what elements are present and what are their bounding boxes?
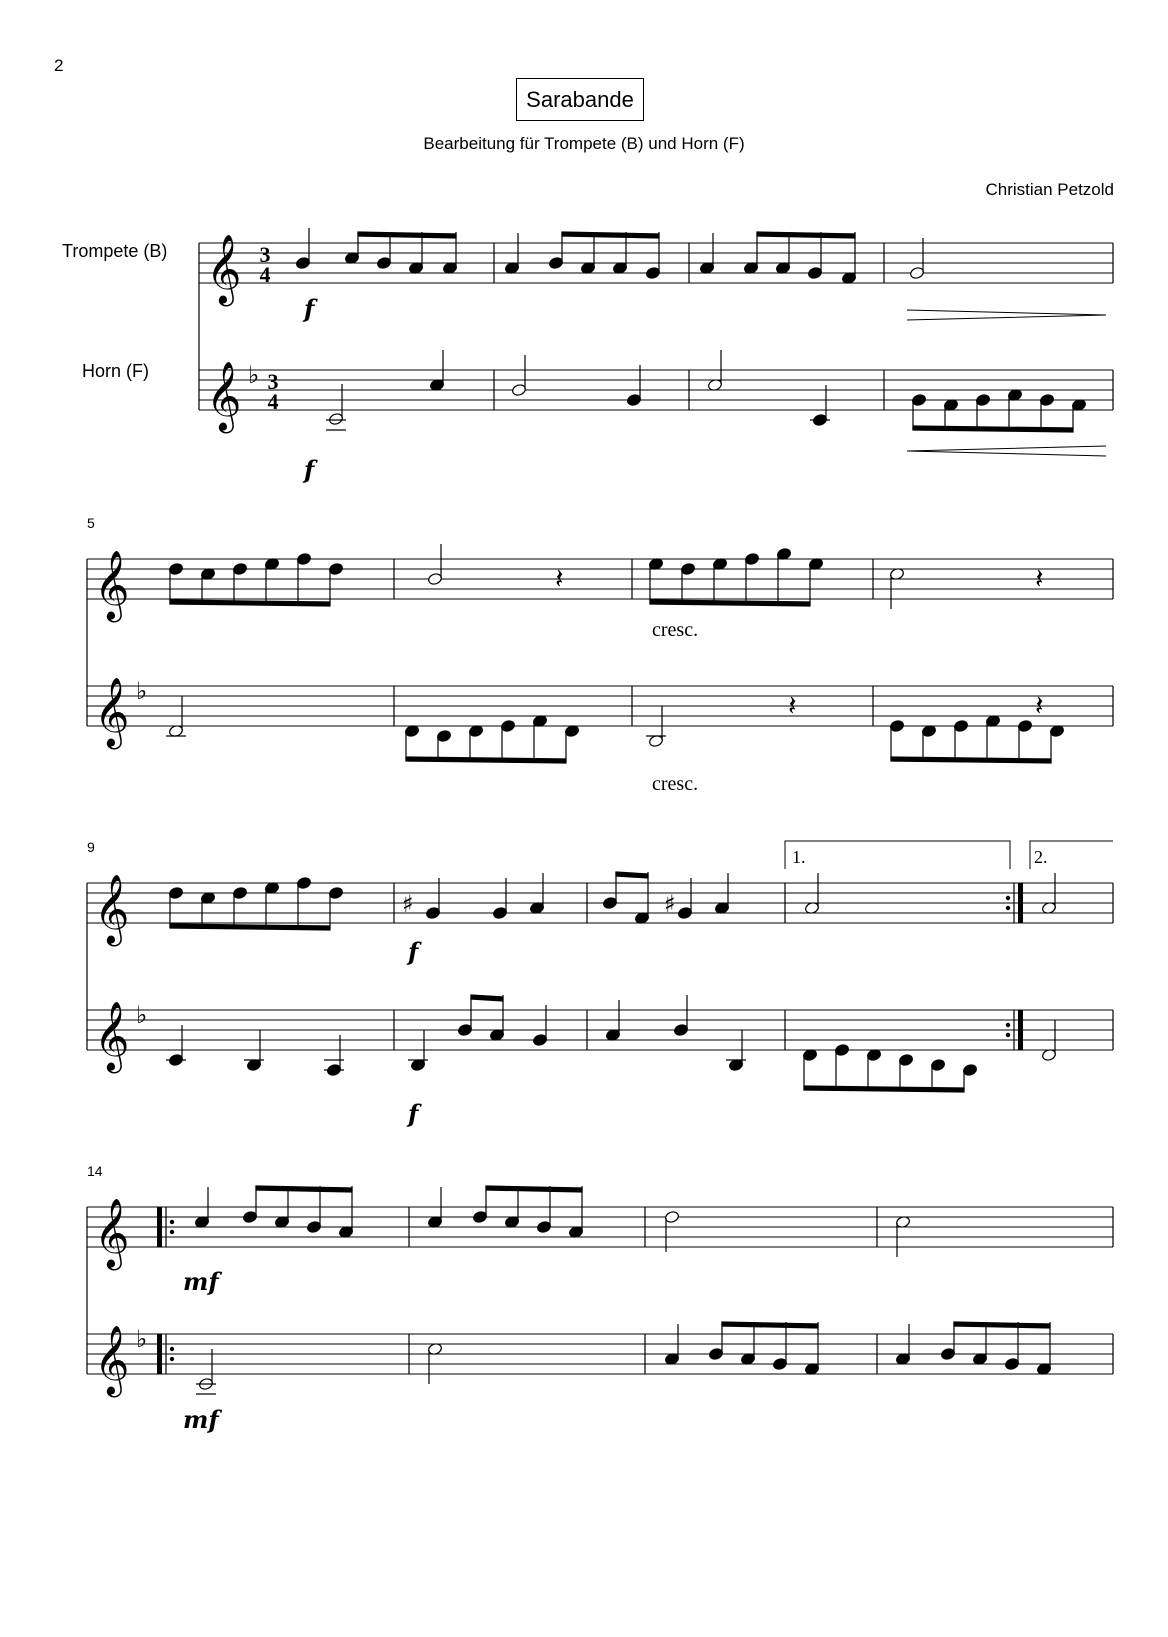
- note-beam: [913, 426, 1073, 432]
- sharp-sign-icon: ♯: [664, 890, 676, 918]
- time-signature-upper: 3: [259, 242, 271, 267]
- staff-horn-system2: [87, 686, 1113, 726]
- note-beam: [616, 872, 648, 878]
- note-beam: [650, 600, 810, 606]
- volta-second: 2.: [1034, 847, 1048, 867]
- treble-clef-icon: 𝄞: [206, 234, 242, 304]
- note-beam: [562, 232, 659, 238]
- dynamic-mezzoforte: mf: [183, 1267, 219, 1296]
- crescendo-text: cresc.: [652, 773, 699, 795]
- measure-number: 14: [87, 1163, 103, 1179]
- dynamic-mezzoforte: mf: [183, 1405, 219, 1434]
- volta-first: 1.: [792, 847, 806, 867]
- staff-trumpet-system4: [87, 1207, 1113, 1247]
- note-beam: [954, 1322, 1050, 1328]
- staff-horn-system3: [87, 1010, 1113, 1050]
- repeat-sign-icon: [1006, 883, 1023, 1050]
- quarter-rest-icon: 𝄽: [1035, 689, 1044, 722]
- time-signature-upper: 3: [267, 369, 279, 394]
- dynamic-forte: f: [304, 455, 315, 484]
- flat-sign-icon: ♭: [136, 1325, 148, 1353]
- quarter-rest-icon: 𝄽: [1035, 562, 1044, 595]
- measure-number: 9: [87, 839, 95, 855]
- note-beam: [486, 1186, 582, 1192]
- dynamic-forte: f: [408, 1099, 419, 1128]
- note-beam: [170, 924, 330, 930]
- treble-clef-icon: 𝄞: [206, 361, 242, 431]
- note-beam: [757, 232, 855, 238]
- composer: Christian Petzold: [985, 180, 1114, 199]
- subtitle: Bearbeitung für Trompete (B) und Horn (F): [423, 134, 745, 153]
- note-beam: [804, 1086, 964, 1092]
- time-signature-lower: 4: [259, 262, 271, 287]
- repeat-sign-icon: [157, 1207, 174, 1374]
- quarter-rest-icon: 𝄽: [788, 689, 797, 722]
- staff-horn-system4: [87, 1334, 1113, 1374]
- treble-clef-icon: 𝄞: [94, 1325, 130, 1395]
- staff-horn-system1: [199, 370, 1113, 410]
- page-number: 2: [54, 56, 64, 75]
- treble-clef-icon: 𝄞: [94, 1198, 130, 1268]
- time-signature-lower: 4: [267, 389, 279, 414]
- note-beam: [170, 600, 330, 606]
- note-beam: [891, 757, 1051, 763]
- instrument-label-trumpet: Trompete (B): [62, 241, 168, 261]
- treble-clef-icon: 𝄞: [94, 550, 130, 620]
- note-beam: [722, 1322, 818, 1328]
- treble-clef-icon: 𝄞: [94, 677, 130, 747]
- dynamic-forte: f: [408, 937, 419, 966]
- hairpin-crescendo: [907, 446, 1106, 456]
- dynamic-forte: f: [304, 294, 315, 323]
- treble-clef-icon: 𝄞: [94, 1001, 130, 1071]
- measure-number: 5: [87, 515, 95, 531]
- sharp-sign-icon: ♯: [402, 890, 414, 918]
- flat-sign-icon: ♭: [136, 1001, 148, 1029]
- note-beam: [358, 232, 456, 238]
- crescendo-text: cresc.: [652, 619, 699, 641]
- instrument-label-horn: Horn (F): [82, 361, 149, 381]
- treble-clef-icon: 𝄞: [94, 874, 130, 944]
- flat-sign-icon: ♭: [248, 361, 260, 389]
- note-beam: [256, 1186, 352, 1192]
- quarter-rest-icon: 𝄽: [555, 562, 564, 595]
- note-beam: [471, 995, 503, 1001]
- note-beam: [406, 757, 566, 763]
- hairpin-decrescendo: [907, 310, 1106, 320]
- flat-sign-icon: ♭: [136, 677, 148, 705]
- piece-title: Sarabande: [526, 86, 634, 112]
